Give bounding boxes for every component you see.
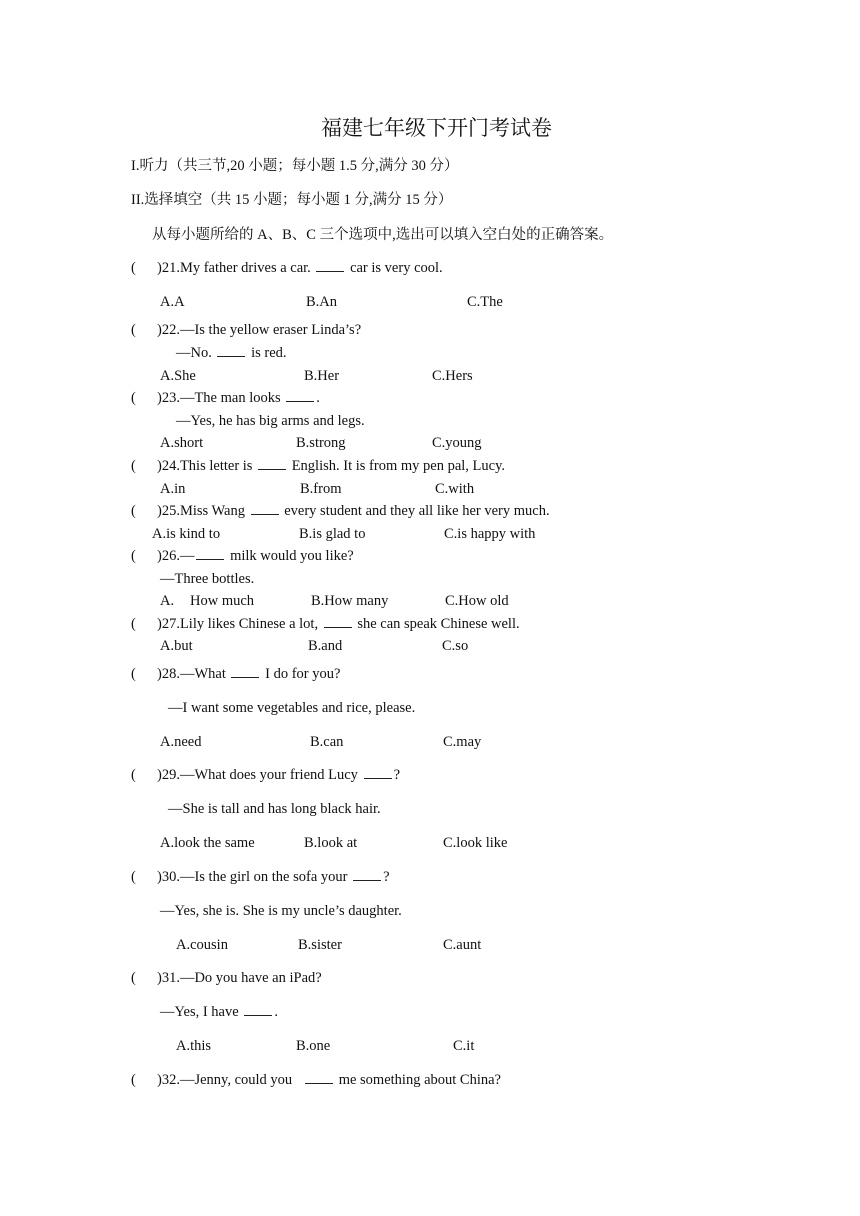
question-stem: [157, 615, 520, 633]
stem-post: .: [274, 1004, 278, 1020]
option-c: C.look like: [443, 835, 508, 851]
answer-bracket: (: [131, 390, 136, 406]
option-c: C.aunt: [443, 937, 482, 953]
option-b: B.can: [310, 734, 344, 750]
stem-pre: )30.—Is the girl on the sofa your: [157, 869, 348, 885]
stem-pre: —Yes, I have: [160, 1004, 239, 1020]
answer-bracket: (: [131, 548, 136, 564]
answer-blank: [305, 1071, 333, 1084]
option-a: A.in: [160, 481, 186, 497]
question-stem: [157, 259, 443, 277]
stem-post: is red.: [251, 345, 287, 361]
option-a: A.A: [160, 294, 185, 310]
answer-blank: [196, 547, 224, 560]
stem-pre: )29.—What does your friend Lucy: [157, 767, 358, 783]
answer-bracket: (: [131, 260, 136, 276]
question-stem: )31.—Do you have an iPad?: [157, 970, 322, 986]
option-a: A.this: [176, 1038, 212, 1054]
stem-pre: )24.This letter is: [157, 458, 253, 474]
question-response: —Three bottles.: [160, 571, 255, 587]
stem-post: me something about China?: [338, 1072, 501, 1088]
answer-blank: [353, 868, 381, 881]
stem-pre: )28.—What: [157, 666, 226, 682]
option-a: A.She: [160, 368, 196, 384]
question-response: —I want some vegetables and rice, please.: [168, 700, 416, 716]
stem-post: every student and they all like her very much.: [284, 503, 550, 519]
answer-blank: [258, 457, 286, 470]
answer-blank: [231, 665, 259, 678]
option-b: B.and: [308, 638, 343, 654]
option-b: B.An: [306, 294, 338, 310]
option-c: C.may: [443, 734, 482, 750]
option-b: B.from: [300, 481, 342, 497]
answer-bracket: (: [131, 458, 136, 474]
option-b: B.How many: [311, 593, 389, 609]
stem-pre: )26.—: [157, 548, 195, 564]
answer-bracket: (: [131, 767, 136, 783]
answer-blank: [364, 766, 392, 779]
answer-blank: [316, 259, 344, 272]
answer-bracket: (: [131, 666, 136, 682]
question-stem: )22.—Is the yellow eraser Linda’s?: [157, 322, 362, 338]
option-a: A.is kind to: [152, 526, 221, 542]
option-b: B.look at: [304, 835, 358, 851]
question-response: —Yes, he has big arms and legs.: [176, 413, 365, 429]
option-c: C.it: [453, 1038, 475, 1054]
answer-bracket: (: [131, 503, 136, 519]
question-stem: [157, 457, 505, 475]
option-b: B.is glad to: [299, 526, 366, 542]
answer-blank: [286, 389, 314, 402]
option-c: C.is happy with: [444, 526, 536, 542]
stem-post: English. It is from my pen pal, Lucy.: [291, 458, 506, 474]
option-a: How much: [190, 593, 255, 609]
stem-pre: )32.—Jenny, could you: [157, 1072, 293, 1088]
option-b: B.Her: [304, 368, 340, 384]
stem-post: .: [316, 390, 320, 406]
question-stem: [157, 868, 390, 886]
stem-post: ?: [383, 869, 390, 885]
answer-bracket: (: [131, 616, 136, 632]
answer-bracket: (: [131, 869, 136, 885]
stem-pre: )21.My father drives a car.: [157, 260, 311, 276]
answer-bracket: (: [131, 322, 136, 338]
stem-post: I do for you?: [265, 666, 341, 682]
answer-blank: [217, 344, 245, 357]
option-b: B.one: [296, 1038, 331, 1054]
option-c: C.so: [442, 638, 469, 654]
option-b: B.sister: [298, 937, 342, 953]
option-a-label: A.: [160, 593, 175, 609]
answer-blank: [251, 502, 279, 515]
answer-bracket: (: [131, 970, 136, 986]
option-c: C.The: [467, 294, 503, 310]
question-response: [176, 344, 287, 362]
answer-blank: [244, 1003, 272, 1016]
question-stem: [157, 389, 320, 407]
option-c: C.How old: [445, 593, 509, 609]
answer-blank: [324, 615, 352, 628]
question-stem: [157, 502, 550, 520]
option-c: C.young: [432, 435, 482, 451]
question-stem: [157, 665, 340, 683]
question-stem: [157, 766, 400, 784]
stem-post: she can speak Chinese well.: [357, 616, 520, 632]
question-response: [160, 1003, 278, 1021]
question-stem: [157, 547, 354, 565]
section-choice-heading: II.选择填空（共 15 小题；每小题 1 分,满分 15 分）: [131, 192, 453, 208]
question-response: —She is tall and has long black hair.: [168, 801, 381, 817]
option-a: A.but: [160, 638, 193, 654]
option-b: B.strong: [296, 435, 346, 451]
stem-pre: )25.Miss Wang: [157, 503, 245, 519]
option-a: A.cousin: [176, 937, 228, 953]
question-response: —Yes, she is. She is my uncle’s daughter.: [160, 903, 402, 919]
stem-post: car is very cool.: [350, 260, 443, 276]
option-a: A.short: [160, 435, 204, 451]
stem-pre: )23.—The man looks: [157, 390, 281, 406]
option-c: C.with: [435, 481, 475, 497]
answer-bracket: (: [131, 1072, 136, 1088]
stem-post: ?: [393, 767, 400, 783]
stem-pre: —No.: [176, 345, 212, 361]
option-a: A.look the same: [160, 835, 255, 851]
option-a: A.need: [160, 734, 202, 750]
stem-post: milk would you like?: [230, 548, 354, 564]
page-title: 福建七年级下开门考试卷: [321, 116, 552, 140]
option-c: C.Hers: [432, 368, 473, 384]
section-listening-heading: I.听力（共三节,20 小题；每小题 1.5 分,满分 30 分）: [131, 158, 459, 174]
section-instruction: 从每小题所给的 A、B、C 三个选项中,选出可以填入空白处的正确答案。: [152, 227, 614, 243]
question-stem: [157, 1071, 501, 1089]
stem-pre: )27.Lily likes Chinese a lot,: [157, 616, 319, 632]
